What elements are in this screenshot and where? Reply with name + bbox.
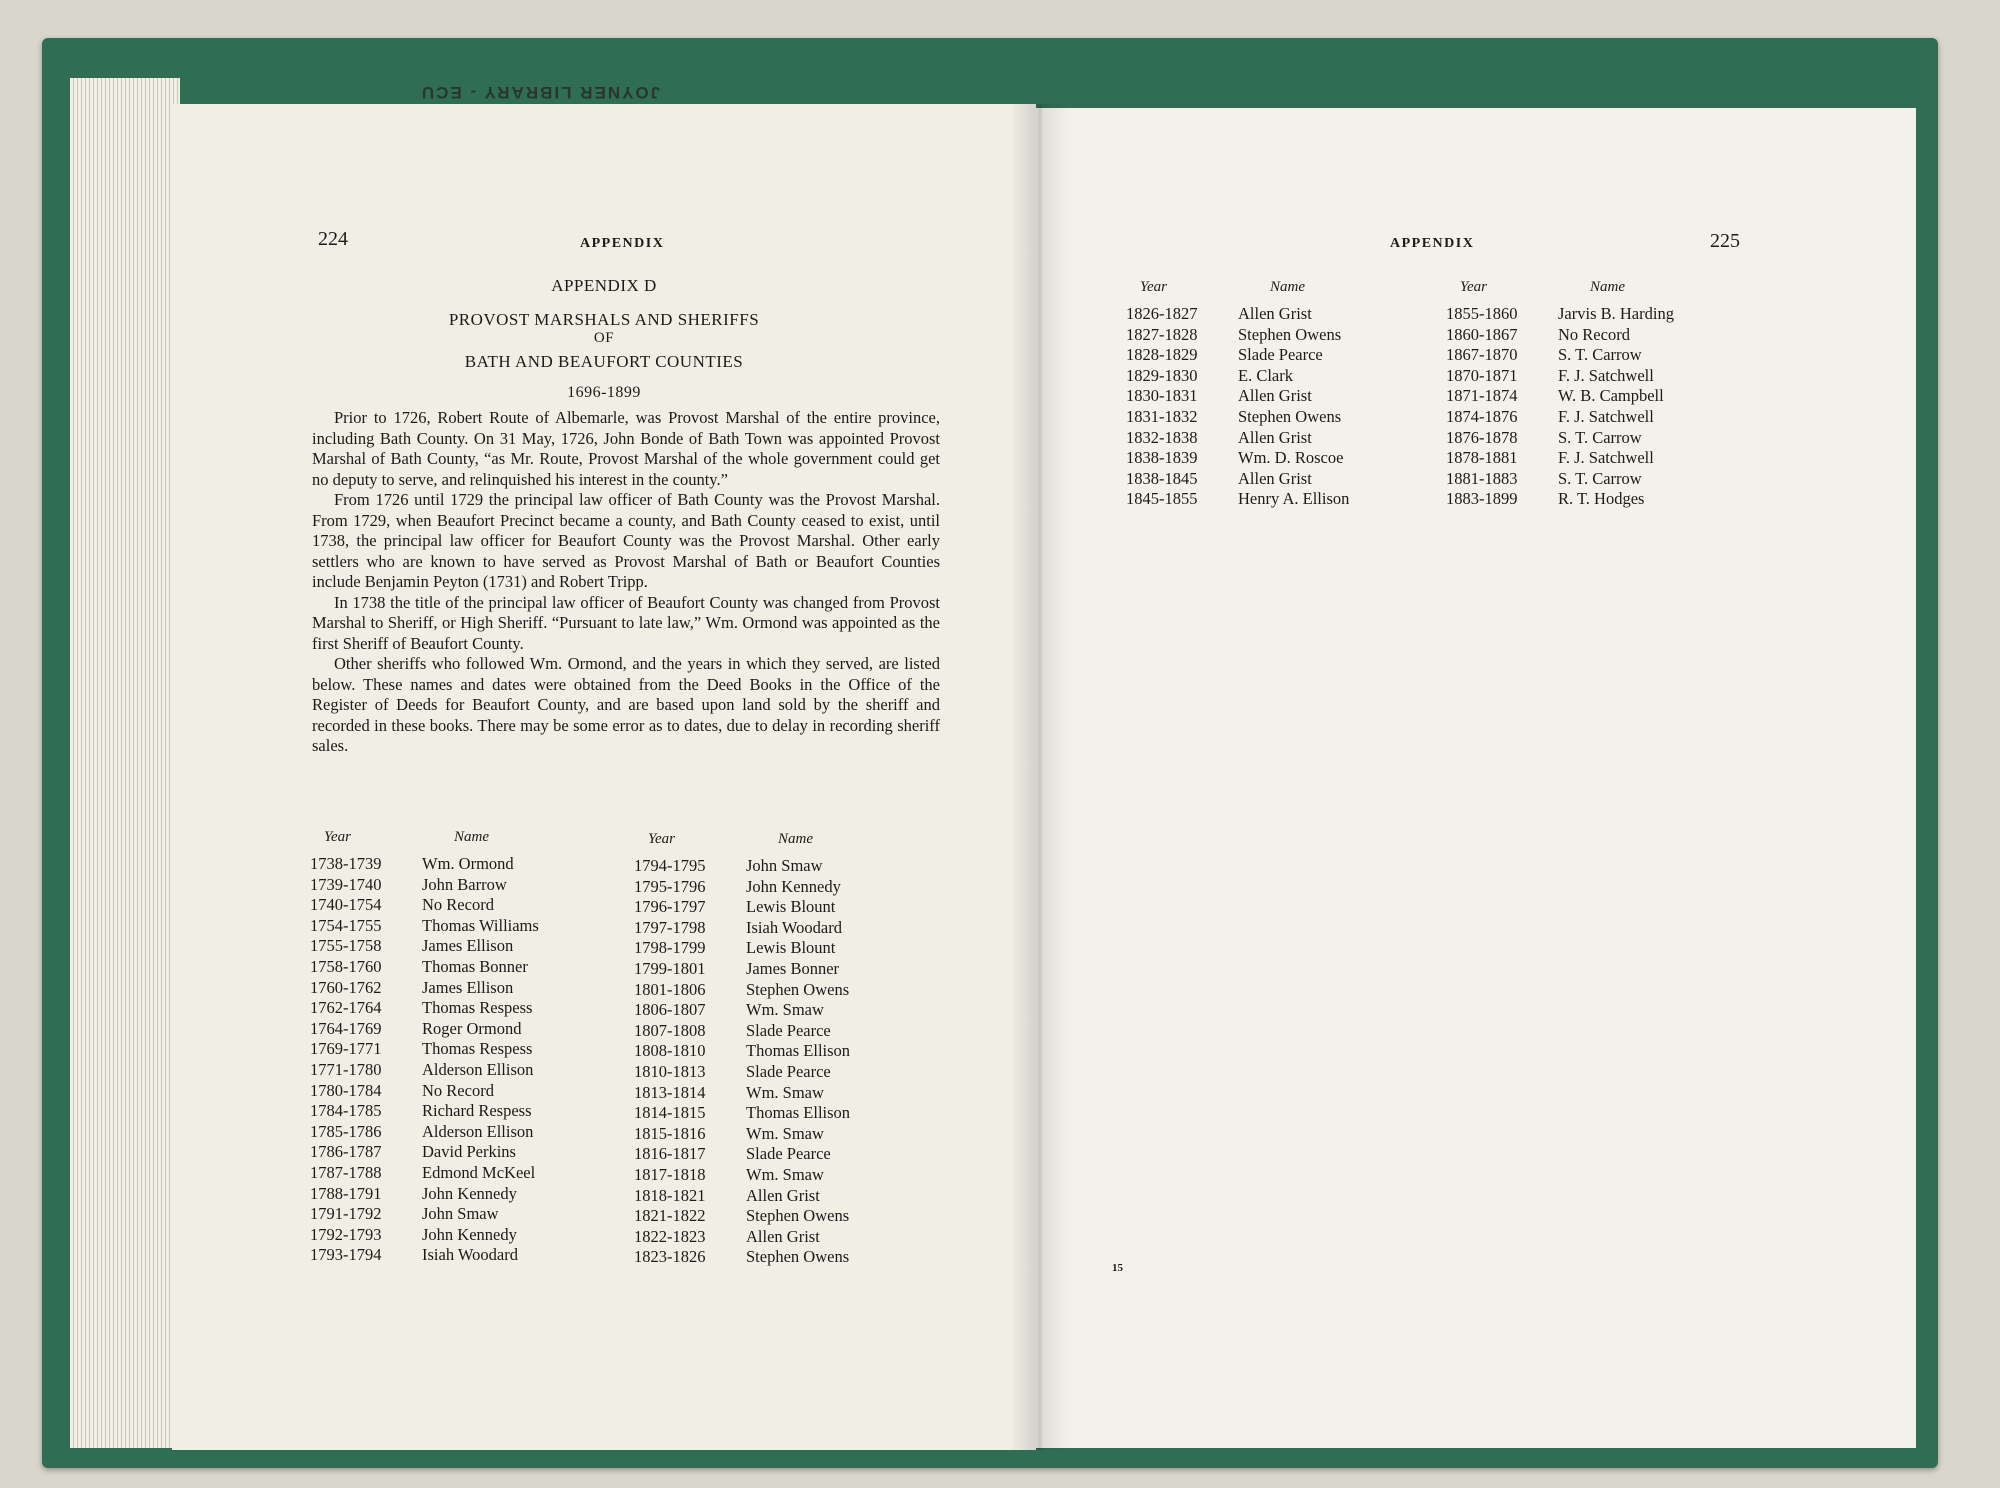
table-row — [310, 1142, 674, 1163]
name-cell: John Kennedy — [422, 1183, 517, 1203]
table-row — [634, 1165, 998, 1186]
year-cell: 1838-1845 — [1126, 468, 1198, 488]
name-cell: Stephen Owens — [1238, 406, 1342, 426]
library-stamp: JOYNER LIBRARY - ECU — [419, 83, 661, 102]
name-cell: Richard Respess — [422, 1101, 532, 1121]
year-cell: 1814-1815 — [634, 1103, 706, 1123]
table-row — [1446, 345, 1810, 366]
year-cell: 1796-1797 — [634, 897, 706, 917]
name-cell: Alderson Ellison — [422, 1121, 534, 1141]
year-cell: 1792-1793 — [310, 1224, 382, 1244]
year-cell: 1739-1740 — [310, 874, 382, 894]
table-row — [310, 1122, 674, 1143]
book-gutter — [1010, 104, 1070, 1450]
table-row — [1126, 386, 1490, 407]
name-cell: David Perkins — [422, 1142, 516, 1162]
year-cell: 1801-1806 — [634, 979, 706, 999]
signature-mark: 15 — [1112, 1262, 1123, 1274]
table-row — [310, 1019, 674, 1040]
table-row — [634, 1186, 998, 1207]
table-row — [634, 959, 998, 980]
table-row — [634, 1083, 998, 1104]
year-cell: 1874-1876 — [1446, 406, 1518, 426]
page-number-right: 225 — [1710, 230, 1740, 252]
year-cell: 1740-1754 — [310, 895, 382, 915]
year-cell: 1771-1780 — [310, 1059, 382, 1079]
name-cell: Edmond McKeel — [422, 1162, 536, 1182]
name-cell: John Kennedy — [746, 876, 841, 896]
name-cell: Isiah Woodard — [422, 1245, 518, 1265]
table-row — [310, 1184, 674, 1205]
year-cell: 1798-1799 — [634, 938, 706, 958]
year-cell: 1806-1807 — [634, 1000, 706, 1020]
table-row — [1126, 469, 1490, 490]
name-cell: Allen Grist — [1238, 427, 1312, 447]
table-row — [1446, 366, 1810, 387]
name-cell: Alderson Ellison — [422, 1059, 534, 1079]
appendix-subtitle-of: OF — [593, 330, 615, 346]
year-cell: 1828-1829 — [1126, 345, 1198, 365]
table-row — [1126, 325, 1490, 346]
table-row — [310, 957, 674, 978]
year-cell: 1760-1762 — [310, 977, 382, 997]
year-cell: 1787-1788 — [310, 1162, 382, 1182]
table-row — [1446, 428, 1810, 449]
name-cell: W. B. Campbell — [1558, 386, 1664, 406]
name-cell: Thomas Respess — [422, 1039, 533, 1059]
sheriffs-table-left-2 — [634, 828, 998, 1268]
table-row — [310, 1225, 674, 1246]
table-row — [310, 998, 674, 1019]
table-row — [634, 980, 998, 1001]
table-row — [634, 856, 998, 877]
year-cell: 1755-1758 — [310, 936, 382, 956]
year-cell: 1823-1826 — [634, 1247, 706, 1267]
year-cell: 1881-1883 — [1446, 468, 1518, 488]
year-cell: 1838-1839 — [1126, 448, 1198, 468]
name-cell: Allen Grist — [1238, 468, 1312, 488]
name-header: Name — [454, 828, 489, 845]
table-row — [1126, 448, 1490, 469]
name-cell: Roger Ormond — [422, 1018, 522, 1038]
name-cell: Stephen Owens — [746, 1206, 850, 1226]
name-cell: S. T. Carrow — [1558, 427, 1642, 447]
year-cell: 1788-1791 — [310, 1183, 382, 1203]
name-cell: Thomas Bonner — [422, 956, 528, 976]
year-cell: 1764-1769 — [310, 1018, 382, 1038]
name-cell: S. T. Carrow — [1558, 345, 1642, 365]
table-row — [634, 1247, 998, 1268]
year-cell: 1878-1881 — [1446, 448, 1518, 468]
name-cell: James Ellison — [422, 977, 514, 997]
year-cell: 1870-1871 — [1446, 365, 1518, 385]
table-row — [634, 1103, 998, 1124]
page-edges — [70, 78, 180, 1448]
table-row — [1126, 304, 1490, 325]
name-cell: Stephen Owens — [1238, 324, 1342, 344]
table-row — [1446, 304, 1810, 325]
running-head-left: APPENDIX — [580, 236, 665, 251]
intro-text — [312, 408, 940, 757]
table-row — [310, 978, 674, 999]
year-cell: 1794-1795 — [634, 856, 706, 875]
table-row — [310, 875, 674, 896]
year-cell: 1791-1792 — [310, 1204, 382, 1224]
year-cell: 1808-1810 — [634, 1041, 706, 1061]
table-row — [1446, 489, 1810, 510]
year-cell: 1815-1816 — [634, 1123, 706, 1143]
year-cell: 1762-1764 — [310, 998, 382, 1018]
year-cell: 1816-1817 — [634, 1144, 706, 1164]
table-row — [634, 1206, 998, 1227]
table-row — [634, 1062, 998, 1083]
table-row — [1126, 489, 1490, 510]
year-cell: 1831-1832 — [1126, 406, 1198, 426]
table-row — [634, 897, 998, 918]
year-cell: 1822-1823 — [634, 1226, 706, 1246]
year-cell: 1813-1814 — [634, 1082, 706, 1102]
name-cell: Slade Pearce — [1238, 345, 1323, 365]
name-cell: No Record — [1558, 324, 1630, 344]
table-row — [1126, 428, 1490, 449]
appendix-date-range: 1696-1899 — [567, 384, 641, 401]
table-row — [634, 1144, 998, 1165]
year-cell: 1832-1838 — [1126, 427, 1198, 447]
sheriffs-table-left-1 — [310, 826, 674, 1266]
year-cell: 1829-1830 — [1126, 365, 1198, 385]
table-row — [310, 1060, 674, 1081]
name-cell: Thomas Ellison — [746, 1041, 851, 1061]
year-cell: 1876-1878 — [1446, 427, 1518, 447]
table-row — [634, 1124, 998, 1145]
year-cell: 1830-1831 — [1126, 386, 1198, 406]
name-cell: No Record — [422, 1080, 494, 1100]
year-cell: 1793-1794 — [310, 1245, 382, 1265]
table-row — [1446, 407, 1810, 428]
name-cell: F. J. Satchwell — [1558, 406, 1654, 426]
name-cell: John Barrow — [422, 874, 507, 894]
year-cell: 1826-1827 — [1126, 304, 1198, 323]
year-cell: 1867-1870 — [1446, 345, 1518, 365]
year-cell: 1784-1785 — [310, 1101, 382, 1121]
name-header: Name — [778, 830, 813, 847]
table-row — [310, 916, 674, 937]
table-row — [1446, 386, 1810, 407]
name-cell: Wm. Smaw — [746, 1164, 824, 1184]
table-row — [310, 936, 674, 957]
name-header: Name — [1270, 278, 1305, 295]
name-cell: Wm. Smaw — [746, 1082, 824, 1102]
table-row — [634, 1021, 998, 1042]
year-header: Year — [1460, 278, 1487, 295]
year-cell: 1785-1786 — [310, 1121, 382, 1141]
name-cell: Stephen Owens — [746, 1247, 850, 1267]
year-cell: 1818-1821 — [634, 1185, 706, 1205]
table-row — [634, 1227, 998, 1248]
sheriffs-table-right-2 — [1446, 276, 1810, 510]
year-header: Year — [1140, 278, 1167, 295]
name-cell: Thomas Respess — [422, 998, 533, 1018]
name-cell: Henry A. Ellison — [1238, 489, 1350, 509]
name-cell: Stephen Owens — [746, 979, 850, 999]
table-row — [634, 877, 998, 898]
table-row — [310, 895, 674, 916]
paragraph: Other sheriffs who followed Wm. Ormond, and the years in which they served, are listed below. These names and dates were obtained from the Deed Books in the Office of the Register of Deeds for Beaufort County, and are based upon land sold by the sheriff and recorded in these books. There may be some error as to dates, due to delay in recording sheriff sales. — [312, 654, 940, 755]
year-cell: 1821-1822 — [634, 1206, 706, 1226]
name-cell: John Kennedy — [422, 1224, 517, 1244]
table-row — [634, 1000, 998, 1021]
name-cell: Allen Grist — [746, 1226, 820, 1246]
table-row — [634, 918, 998, 939]
year-cell: 1855-1860 — [1446, 304, 1518, 323]
table-row — [1126, 407, 1490, 428]
name-cell: Lewis Blount — [746, 938, 836, 958]
table-row — [310, 1081, 674, 1102]
year-cell: 1871-1874 — [1446, 386, 1518, 406]
running-head-right: APPENDIX — [1390, 236, 1475, 251]
name-cell: Thomas Ellison — [746, 1103, 851, 1123]
table-row — [634, 938, 998, 959]
table-row — [1446, 448, 1810, 469]
name-cell: E. Clark — [1238, 365, 1293, 385]
table-row — [310, 1163, 674, 1184]
sheriffs-table-right-1 — [1126, 276, 1490, 510]
name-cell: Wm. D. Roscoe — [1238, 448, 1344, 468]
table-row — [1126, 345, 1490, 366]
table-row — [310, 1245, 674, 1266]
paragraph: Prior to 1726, Robert Route of Albemarle, was Provost Marshal of the entire province, including Bath County. On 31 May, 1726, John Bonde of Bath Town was appointed Provost Marshal of Bath County, “as Mr. Route, Provost Marshal of the whole government could get no deputy to serve, and relinquished his interest in the county.” — [312, 408, 940, 489]
year-cell: 1795-1796 — [634, 876, 706, 896]
year-cell: 1754-1755 — [310, 915, 382, 935]
name-cell: F. J. Satchwell — [1558, 365, 1654, 385]
name-cell: Lewis Blount — [746, 897, 836, 917]
name-cell: Slade Pearce — [746, 1061, 831, 1081]
name-cell: Allen Grist — [746, 1185, 820, 1205]
year-cell: 1786-1787 — [310, 1142, 382, 1162]
name-cell: R. T. Hodges — [1558, 489, 1645, 509]
name-cell: James Bonner — [746, 958, 840, 978]
name-cell: Jarvis B. Harding — [1558, 304, 1674, 323]
year-cell: 1780-1784 — [310, 1080, 382, 1100]
name-cell: John Smaw — [746, 856, 823, 875]
paragraph: From 1726 until 1729 the principal law officer of Bath County was the Provost Marshal. From 1729, when Beaufort Precinct became a county, and Bath County ceased to exist, until 1738, the principal law officer for Beaufort County was the Provost Marshal. Other early settlers who are known to have served as Provost Marshal of Bath or Beaufort Counties include Benjamin Peyton (1731) and Robert Tripp. — [312, 490, 940, 591]
table-row — [310, 1204, 674, 1225]
name-cell: Slade Pearce — [746, 1020, 831, 1040]
name-cell: James Ellison — [422, 936, 514, 956]
year-cell: 1827-1828 — [1126, 324, 1198, 344]
year-cell: 1810-1813 — [634, 1061, 706, 1081]
year-cell: 1817-1818 — [634, 1164, 706, 1184]
name-cell: Wm. Smaw — [746, 1000, 824, 1020]
year-cell: 1738-1739 — [310, 854, 382, 873]
year-cell: 1860-1867 — [1446, 324, 1518, 344]
name-cell: F. J. Satchwell — [1558, 448, 1654, 468]
table-row — [310, 854, 674, 875]
year-cell: 1799-1801 — [634, 958, 706, 978]
name-cell: Allen Grist — [1238, 386, 1312, 406]
appendix-title: APPENDIX D — [551, 276, 657, 295]
name-cell: No Record — [422, 895, 494, 915]
name-header: Name — [1590, 278, 1625, 295]
name-cell: John Smaw — [422, 1204, 499, 1224]
year-header: Year — [648, 830, 675, 847]
name-cell: Isiah Woodard — [746, 917, 842, 937]
year-cell: 1807-1808 — [634, 1020, 706, 1040]
name-cell: S. T. Carrow — [1558, 468, 1642, 488]
name-cell: Allen Grist — [1238, 304, 1312, 323]
name-cell: Thomas Williams — [422, 915, 539, 935]
year-cell: 1883-1899 — [1446, 489, 1518, 509]
name-cell: Wm. Smaw — [746, 1123, 824, 1143]
paragraph: In 1738 the title of the principal law officer of Beaufort County was changed from Provost Marshal to Sheriff, or High Sheriff. “Pursuant to late law,” Wm. Ormond was appointed as the first Sheriff of Beaufort County. — [312, 592, 940, 653]
appendix-subtitle-counties: BATH AND BEAUFORT COUNTIES — [464, 352, 744, 371]
page-number-left: 224 — [318, 228, 348, 250]
year-cell: 1758-1760 — [310, 956, 382, 976]
name-cell: Slade Pearce — [746, 1144, 831, 1164]
year-cell: 1845-1855 — [1126, 489, 1198, 509]
name-cell: Wm. Ormond — [422, 854, 514, 873]
table-row — [1446, 469, 1810, 490]
table-row — [310, 1101, 674, 1122]
appendix-subtitle: PROVOST MARSHALS AND SHERIFFS — [448, 310, 760, 329]
year-cell: 1769-1771 — [310, 1039, 382, 1059]
table-row — [1126, 366, 1490, 387]
year-header: Year — [324, 828, 351, 845]
table-row — [1446, 325, 1810, 346]
table-row — [634, 1041, 998, 1062]
year-cell: 1797-1798 — [634, 917, 706, 937]
table-row — [310, 1039, 674, 1060]
